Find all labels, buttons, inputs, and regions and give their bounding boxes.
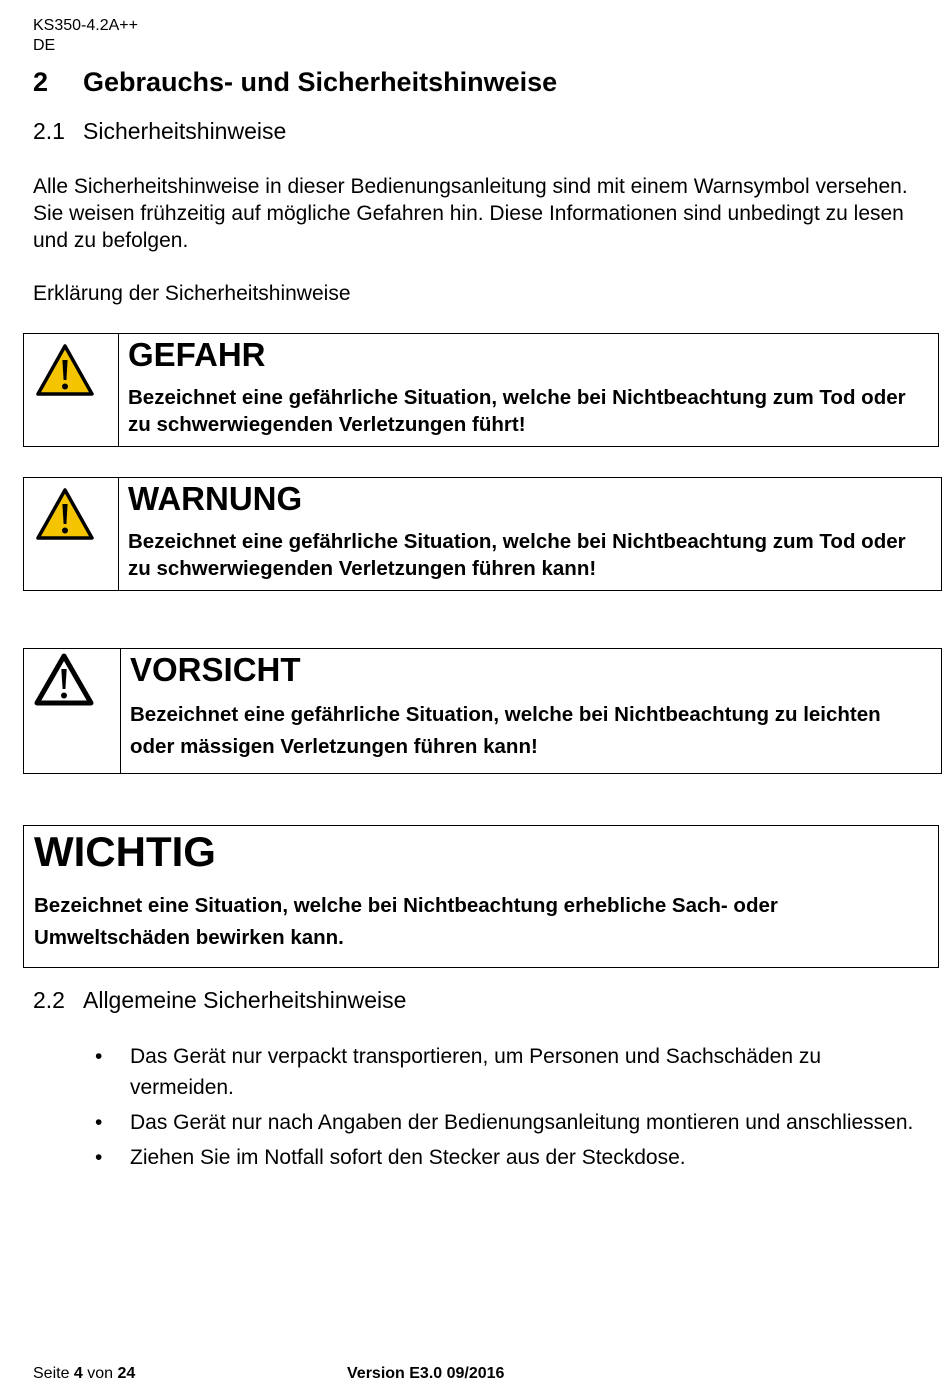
- notice-gefahr: [23, 333, 939, 447]
- warning-triangle-icon: [34, 486, 96, 544]
- page-total: 24: [117, 1365, 136, 1382]
- notice-text: Bezeichnet eine gefährliche Situation, welche bei Nichtbeachtung zum Tod oder zu schwerwiegenden Verletzungen führt!: [128, 386, 906, 436]
- section-heading-2-2: [33, 985, 406, 1015]
- list-item: • Das Gerät nur verpackt transportieren, um Personen und Sachschäden zu vermeiden.: [95, 1041, 915, 1103]
- section-heading-2: [33, 66, 557, 98]
- page-number: [33, 1364, 135, 1384]
- notice-icon-cell: [24, 649, 121, 773]
- list-item: • Ziehen Sie im Notfall sofort den Stecker aus der Steckdose.: [95, 1142, 915, 1173]
- section-number: 2: [33, 67, 49, 97]
- notice-wichtig: [23, 825, 939, 968]
- notice-title: WICHTIG: [34, 828, 216, 875]
- warning-triangle-outline-icon: [32, 651, 96, 709]
- warning-triangle-icon: [34, 342, 96, 400]
- notice-icon-cell: [24, 334, 119, 446]
- page-separator: von: [87, 1365, 114, 1382]
- notice-warnung: [23, 477, 942, 591]
- section-title: Sicherheitshinweise: [83, 118, 287, 144]
- document-version: Version E3.0 09/2016: [347, 1365, 505, 1382]
- document-model: KS350-4.2A++: [33, 17, 138, 34]
- notice-title: GEFAHR: [128, 336, 266, 373]
- notice-text: Bezeichnet eine Situation, welche bei Nichtbeachtung erhebliche Sach- oder Umweltschäden bewirken kann.: [34, 894, 778, 949]
- intro-paragraph: Alle Sicherheitshinweise in dieser Bedienungsanleitung sind mit einem Warnsymbol versehen. Sie weisen frühzeitig auf mögliche Gefahren hin. Diese Informationen sind unbedingt zu lesen und zu befolgen.: [33, 175, 908, 252]
- safety-bullet-list: [95, 1041, 915, 1177]
- section-number: 2.1: [33, 118, 65, 144]
- page-current: 4: [73, 1365, 83, 1382]
- section-title: Gebrauchs- und Sicherheitshinweise: [83, 67, 558, 97]
- notice-icon-cell: [24, 478, 119, 590]
- document-language: DE: [33, 37, 56, 54]
- explanation-label: Erklärung der Sicherheitshinweise: [33, 282, 351, 305]
- section-title: Allgemeine Sicherheitshinweise: [83, 987, 407, 1013]
- notice-title: VORSICHT: [130, 651, 301, 688]
- notice-title: WARNUNG: [128, 480, 303, 517]
- notice-text: Bezeichnet eine gefährliche Situation, welche bei Nichtbeachtung zu leichten oder mässigen Verletzungen führen kann!: [130, 703, 881, 758]
- page-prefix: Seite: [33, 1365, 70, 1382]
- section-heading-2-1: [33, 116, 286, 146]
- notice-vorsicht: [23, 648, 942, 774]
- section-number: 2.2: [33, 987, 65, 1013]
- notice-text: Bezeichnet eine gefährliche Situation, welche bei Nichtbeachtung zum Tod oder zu schwerwiegenden Verletzungen führen kann!: [128, 530, 906, 580]
- list-item: • Das Gerät nur nach Angaben der Bedienungsanleitung montieren und anschliessen.: [95, 1107, 915, 1138]
